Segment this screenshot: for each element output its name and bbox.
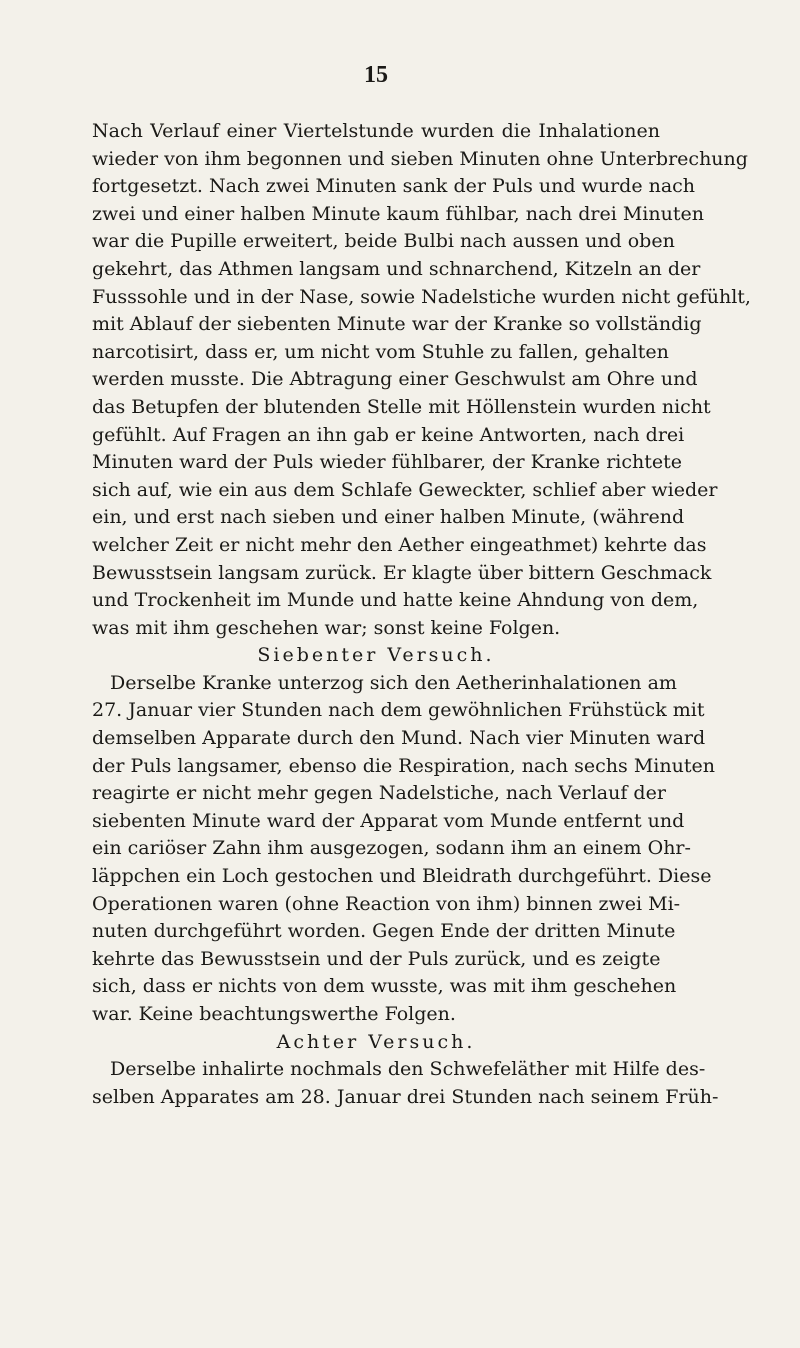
text-line: Derselbe inhalirte nochmals den Schwefeläther mit Hilfe des-	[110, 1058, 706, 1081]
text-line: sich auf, wie ein aus dem Schlafe Geweckter, schlief aber wieder	[92, 478, 718, 501]
text-line: Bewusstsein langsam zurück. Er klagte über bittern Geschmack	[92, 561, 712, 584]
page-number: 15	[364, 62, 388, 88]
text-line: zwei und einer halben Minute kaum fühlbar, nach drei Minuten	[92, 202, 704, 225]
text-line: läppchen ein Loch gestochen und Bleidrath durchgeführt. Diese	[92, 865, 712, 888]
text-line: demselben Apparate durch den Mund. Nach vier Minuten ward	[92, 727, 706, 750]
paragraph	[92, 642, 715, 1028]
text-line: der Puls langsamer, ebenso die Respiration, nach sechs Minuten	[92, 754, 715, 777]
text-line: fortgesetzt. Nach zwei Minuten sank der Puls und wurde nach	[92, 175, 696, 198]
text-line: reagirte er nicht mehr gegen Nadelstiche, nach Verlauf der	[92, 782, 666, 805]
text-line: ein, und erst nach sieben und einer halben Minute, (während	[92, 506, 685, 529]
section-heading: Achter Versuch.	[276, 1030, 476, 1053]
text-line: gekehrt, das Athmen langsam und schnarchend, Kitzeln an der	[92, 257, 701, 280]
text-line: welcher Zeit er nicht mehr den Aether eingeathmet) kehrte das	[92, 533, 707, 556]
section-heading: Siebenter Versuch.	[257, 644, 495, 667]
text-line: Minuten ward der Puls wieder fühlbarer, der Kranke richtete	[92, 451, 683, 474]
text-line: mit Ablauf der siebenten Minute war der Kranke so vollständig	[92, 313, 702, 336]
text-line: 27. Januar vier Stunden nach dem gewöhnlichen Frühstück mit	[92, 699, 705, 722]
text-line: Fusssohle und in der Nase, sowie Nadelstiche wurden nicht gefühlt,	[92, 285, 751, 308]
text-line: gefühlt. Auf Fragen an ihn gab er keine Antworten, nach drei	[92, 423, 685, 446]
text-line: Derselbe Kranke unterzog sich den Aetherinhalationen am	[110, 671, 677, 694]
text-line: war. Keine beachtungswerthe Folgen.	[92, 1003, 456, 1025]
paragraph	[92, 1029, 719, 1112]
text-line: war die Pupille erweitert, beide Bulbi nach aussen und oben	[92, 230, 675, 253]
text-line: sich, dass er nichts von dem wusste, was mit ihm geschehen	[92, 975, 677, 998]
text-line: Operationen waren (ohne Reaction von ihm) binnen zwei Mi-	[92, 892, 681, 915]
text-line: narcotisirt, dass er, um nicht vom Stuhle zu fallen, gehalten	[92, 340, 669, 363]
text-line: Nach Verlauf einer Viertelstunde wurden die Inhalationen	[92, 120, 660, 142]
text-body	[92, 118, 751, 1111]
text-line: nuten durchgeführt worden. Gegen Ende der dritten Minute	[92, 920, 676, 943]
text-line: werden musste. Die Abtragung einer Geschwulst am Ohre und	[92, 368, 698, 391]
paragraph	[92, 118, 751, 642]
text-line: kehrte das Bewusstsein und der Puls zurück, und es zeigte	[92, 947, 661, 970]
text-line: ein cariöser Zahn ihm ausgezogen, sodann ihm an einem Ohr-	[92, 837, 691, 860]
text-line: und Trockenheit im Munde und hatte keine Ahndung von dem,	[92, 589, 699, 612]
text-line: siebenten Minute ward der Apparat vom Munde entfernt und	[92, 809, 685, 832]
text-line: wieder von ihm begonnen und sieben Minuten ohne Unterbrechung	[92, 147, 748, 170]
text-line: das Betupfen der blutenden Stelle mit Höllenstein wurden nicht	[92, 395, 711, 418]
text-line: selben Apparates am 28. Januar drei Stunden nach seinem Früh-	[92, 1085, 719, 1108]
text-line: was mit ihm geschehen war; sonst keine Folgen.	[92, 616, 561, 639]
